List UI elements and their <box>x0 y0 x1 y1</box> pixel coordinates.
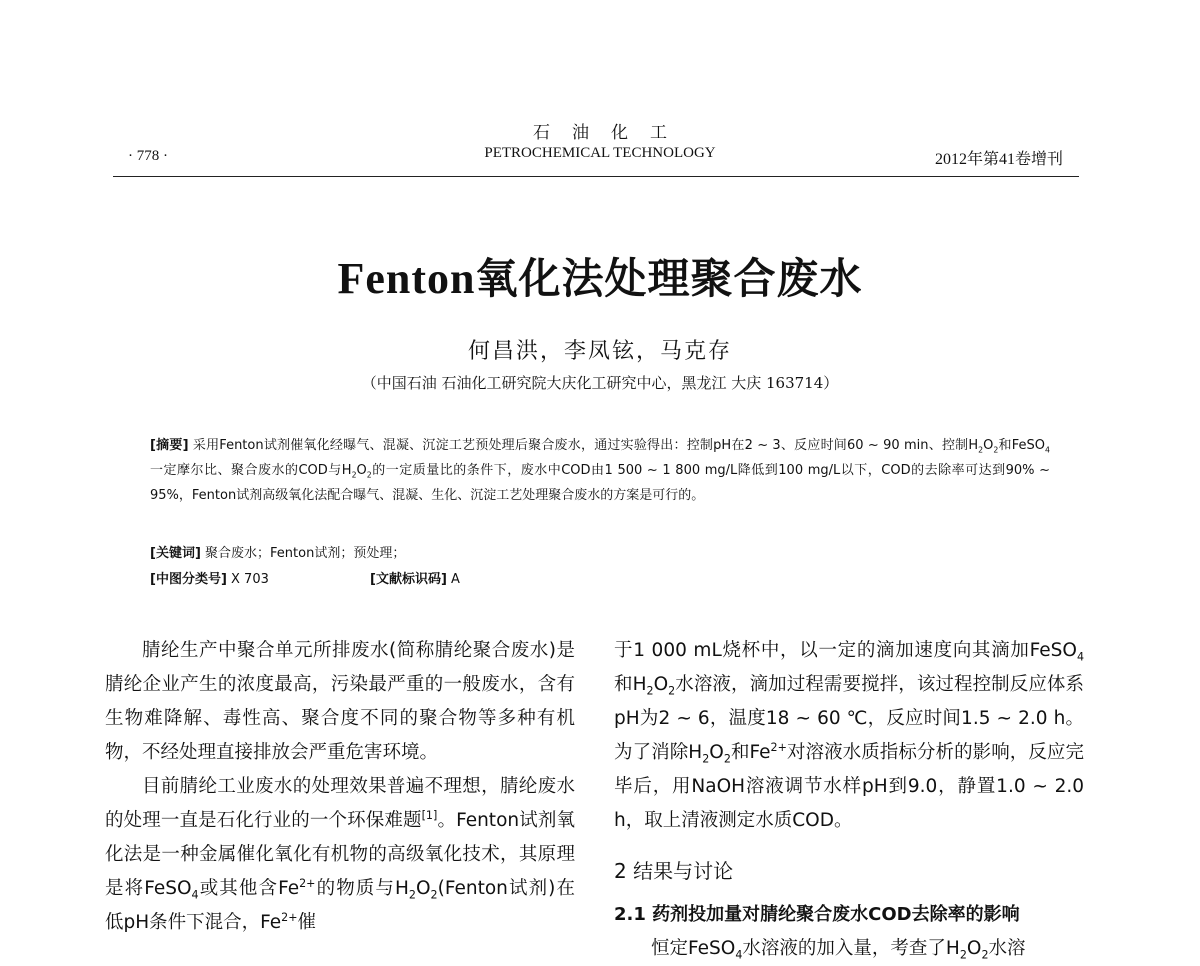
abstract-text: 采用Fenton试剂催氧化经曝气、混凝、沉淀工艺预处理后聚合废水，通过实验得出：控制pH在2 ~ 3、反应时间60 ~ 90 min、控制H <box>188 438 979 453</box>
classification-label: [中图分类号] <box>150 572 227 587</box>
paragraph: 腈纶生产中聚合单元所排废水(简称腈纶聚合废水)是腈纶企业产生的浓度最高，污染最严重的一般废水，含有生物难降解、毒性高、聚合度不同的聚合物等多种有机物，不经处理直接排放会严重危害环境。 <box>105 640 575 763</box>
paragraph-text: 水溶液的加入量，考查了H <box>742 938 960 959</box>
paragraph-text: 于1 000 mL烧杯中，以一定的滴加速度向其滴加FeSO <box>614 640 1077 661</box>
subscript: 2 <box>993 445 999 455</box>
paragraph-text: O <box>653 674 669 695</box>
paragraph-text: O <box>415 878 431 899</box>
affiliation: （中国石油 石油化工研究院大庆化工研究中心，黑龙江 大庆 163714） <box>361 374 839 392</box>
subscript: 2 <box>646 684 654 698</box>
classification-number <box>150 568 269 587</box>
subscript: 2 <box>702 752 710 766</box>
citation-ref: [1] <box>421 808 438 822</box>
subscript: 2 <box>668 684 676 698</box>
subscript: 2 <box>723 752 731 766</box>
abstract-label: [摘要] <box>150 438 189 453</box>
document-code <box>370 568 460 587</box>
paragraph-text: 和H <box>614 674 647 695</box>
title-chinese: 氧化法处理聚合废水 <box>475 254 863 303</box>
paragraph-text: O <box>709 742 724 763</box>
paragraph-text: 恒定FeSO <box>651 938 736 959</box>
paragraph-text: (Fenton试剂)在低pH条件下混合，Fe <box>105 878 575 933</box>
subscript: 4 <box>191 888 199 902</box>
paragraph-text: 水溶液，滴加过程需要搅拌，该过程控制反应体系pH为2 ~ 6，温度18 ~ 60 ℃，反应时间1.5 ~ 2.0 h。为了消除H <box>614 674 1084 763</box>
subscript: 2 <box>981 948 989 962</box>
abstract-text: O <box>983 438 994 453</box>
doc-code-value: A <box>446 572 460 587</box>
superscript: 2+ <box>770 740 787 754</box>
subscript: 2 <box>366 470 372 480</box>
subscript: 2 <box>351 470 357 480</box>
paragraph-text: O <box>966 938 982 959</box>
paragraph-text: 水溶 <box>988 938 1026 959</box>
abstract-text: 的一定质量比的条件下，废水中COD由1 500 ~ 1 800 mg/L降低到100 mg/L以下，COD的去除率可达到90% ~ 95%，Fenton试剂高级氧化法配合曝气、混凝、生化、沉淀工艺处理聚合废水的方案是可行的。 <box>150 463 1050 503</box>
paragraph-text: 对溶液水质指标分析的影响，反应完毕后，用NaOH溶液调节水样pH到9.0，静置1.0 ~ 2.0 h，取上清液测定水质COD。 <box>614 742 1084 831</box>
abstract-text: O <box>356 463 367 478</box>
keywords-label: [关键词] <box>150 546 201 561</box>
abstract-text: 和FeSO <box>998 438 1046 453</box>
abstract <box>150 433 1050 508</box>
subscript: 2 <box>430 888 438 902</box>
subscript: 4 <box>735 948 743 962</box>
journal-name-en: PETROCHEMICAL TECHNOLOGY <box>484 145 716 161</box>
page-number: · 778 · <box>128 148 168 164</box>
subscript: 2 <box>959 948 967 962</box>
authors: 何昌洪，李凤铉，马克存 <box>467 339 732 364</box>
classification-value: X 703 <box>226 572 269 587</box>
subscript: 4 <box>1045 445 1050 455</box>
superscript: 2+ <box>281 910 298 924</box>
superscript: 2+ <box>299 876 316 890</box>
subscript: 2 <box>408 888 416 902</box>
doc-code-label: [文献标识码] <box>370 572 447 587</box>
body-column-left <box>105 634 575 940</box>
keywords <box>150 542 405 561</box>
journal-name-cn: 石油化工 <box>533 123 689 143</box>
subscript: 2 <box>978 445 984 455</box>
paragraph <box>614 634 1084 838</box>
paragraph-text: 。Fenton试剂氧化法是一种金属催化氧化有机物的高级氧化技术，其原理是将FeSO <box>105 810 575 899</box>
keywords-text: 聚合废水；Fenton试剂；预处理； <box>200 546 406 561</box>
section-heading: 2 结果与讨论 <box>614 859 734 883</box>
subscript: 4 <box>1076 650 1084 664</box>
body-column-right <box>614 634 1084 966</box>
header-rule <box>113 176 1079 177</box>
subsection-heading: 2.1 药剂投加量对腈纶聚合废水COD去除率的影响 <box>614 904 1020 925</box>
issue-info: 2012年第41卷增刊 <box>934 151 1063 168</box>
article-title <box>0 246 1200 306</box>
paragraph-text: 或其他含Fe <box>198 878 300 899</box>
title-latin: Fenton <box>337 254 476 303</box>
abstract-text: 一定摩尔比、聚合废水的COD与H <box>150 463 352 478</box>
paragraph-text: 目前腈纶工业废水的处理效果普遍不理想，腈纶废水的处理一直是石化行业的一个环保难题 <box>105 776 575 831</box>
paragraph <box>105 770 575 940</box>
paragraph-text: 的物质与H <box>315 878 409 899</box>
paragraph-text: 催 <box>297 912 317 933</box>
paragraph <box>614 932 1084 966</box>
paragraph-text: 和Fe <box>730 742 771 763</box>
